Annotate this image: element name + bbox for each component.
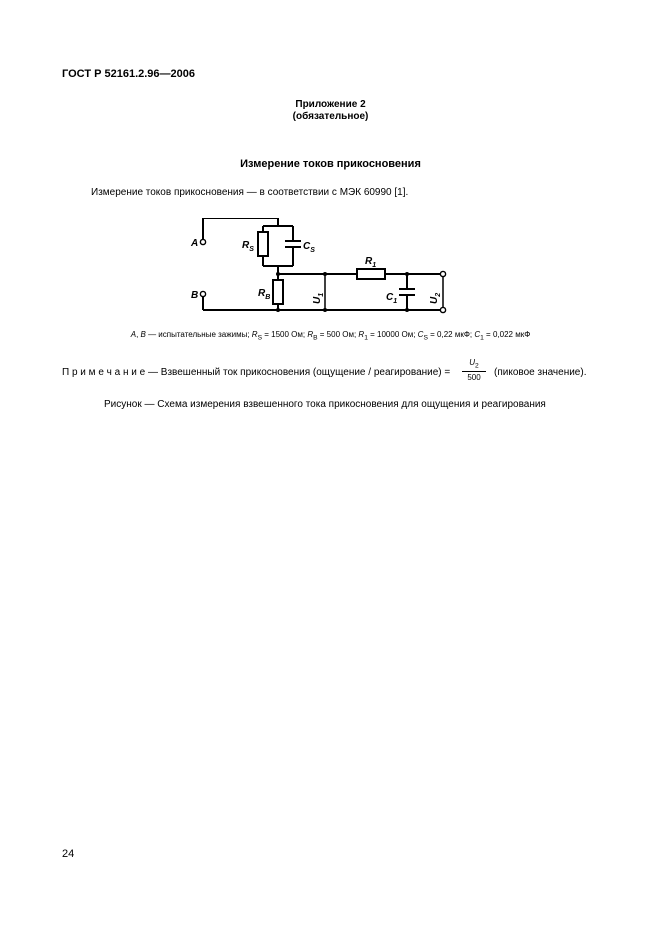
appendix-heading xyxy=(0,99,661,123)
figure-caption: Рисунок — Схема измерения взвешенного тока прикосновения для ощущения и реагирования xyxy=(104,399,546,410)
note-paragraph xyxy=(62,358,622,384)
terminal-out-bottom xyxy=(440,307,445,312)
label-terminal-b: B xyxy=(191,290,199,301)
note-tail: (пиковое значение). xyxy=(494,367,587,378)
document-header: ГОСТ Р 52161.2.96—2006 xyxy=(62,68,196,80)
label-c1: $C_1$ xyxy=(386,292,398,305)
label-terminal-a: A xyxy=(191,238,199,249)
capacitor-cs xyxy=(285,241,301,247)
terminal-a xyxy=(200,239,205,244)
page-number: 24 xyxy=(62,848,75,860)
note-lead: П р и м е ч а н и е — Взвешенный ток прикосновения (ощущение / реагирование) = xyxy=(62,367,451,378)
circuit-legend: A, B — испытательные зажимы; $R_S = 1500$ Ом; $R_B = 500$ Ом; $R_1 = 10000$ Ом; $C_S = 0,22$ мкФ; $C_1 = 0,022$ мкФ xyxy=(130,330,531,342)
appendix-title: Приложение 2 xyxy=(295,99,366,110)
terminal-out-top xyxy=(440,271,445,276)
note-fraction: $\frac{U_2}{500}$ xyxy=(462,358,486,382)
label-u1: $U_1$ xyxy=(312,292,325,304)
resistor-rs xyxy=(258,232,268,256)
terminal-b xyxy=(200,291,205,296)
label-cs: $C_S$ xyxy=(303,241,315,254)
label-rs: $R_S$ xyxy=(242,240,254,253)
appendix-status: (обязательное) xyxy=(292,111,369,122)
intro-paragraph: Измерение токов прикосновения — в соответствии с МЭК 60990 [1]. xyxy=(91,187,409,198)
capacitor-c1 xyxy=(399,289,415,295)
label-r1: $R_1$ xyxy=(365,256,377,269)
section-title: Измерение токов прикосновения xyxy=(240,158,421,170)
circuit-diagram xyxy=(185,218,455,318)
resistor-r1 xyxy=(357,269,385,279)
resistor-rb xyxy=(273,280,283,304)
label-rb: $R_B$ xyxy=(258,288,271,301)
label-u2: $U_2$ xyxy=(429,292,442,304)
